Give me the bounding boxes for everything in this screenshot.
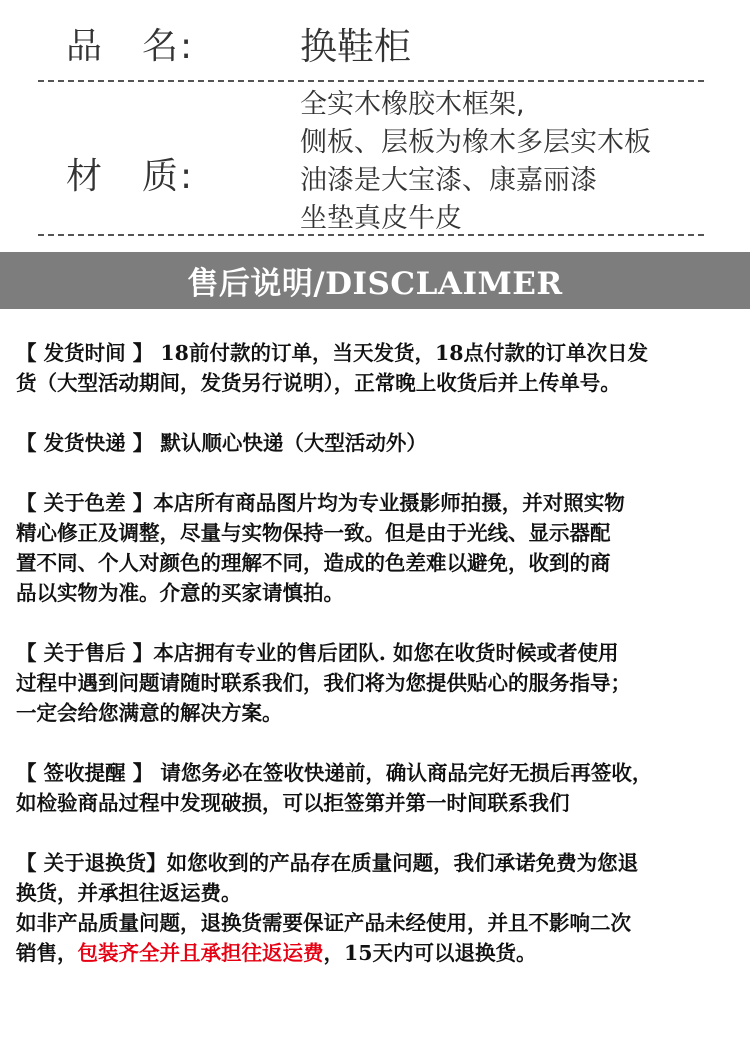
notice-line: 如非产品质量问题，退换货需要保证产品未经使用，并且不影响二次 <box>16 911 631 935</box>
notice-returns <box>16 848 748 968</box>
product-name: 换鞋柜 <box>300 25 411 68</box>
notice-courier <box>16 428 748 458</box>
notice-line: 货（大型活动期间，发货另行说明），正常晚上收货后并上传单号。 <box>16 371 621 395</box>
notice-line: 【 关于售后 】本店拥有专业的售后团队. 如您在收货时候或者使用 <box>16 641 619 665</box>
material-line: 侧板、层板为橡木多层实木板 <box>300 127 651 158</box>
divider-bottom <box>38 234 704 236</box>
notice-signing <box>16 758 748 818</box>
final-line-start: 销售， <box>16 941 78 965</box>
notice-line: 精心修正及调整，尽量与实物保持一致。但是由于光线、显示器配 <box>16 521 611 545</box>
notice-line: 【 签收提醒 】 请您务必在签收快递前，确认商品完好无损后再签收， <box>16 761 653 785</box>
notice-line: 【 发货快递 】 默认顺心快递（大型活动外） <box>16 431 427 455</box>
material-label: 材 质: <box>66 156 195 197</box>
banner-title: 售后说明/DISCLAIMER <box>187 266 563 302</box>
notice-color-difference <box>16 488 748 608</box>
material-line: 油漆是大宝漆、康嘉丽漆 <box>300 165 597 196</box>
notice-line: 品以实物为准。介意的买家请慎拍。 <box>16 581 344 605</box>
notice-line: 置不同、个人对颜色的理解不同，造成的色差难以避免，收到的商 <box>16 551 611 575</box>
notice-line: 【 关于退换货】如您收到的产品存在质量问题，我们承诺免费为您退 <box>16 851 639 875</box>
notice-line: 过程中遇到问题请随时联系我们，我们将为您提供贴心的服务指导； <box>16 671 631 695</box>
notice-after-sales <box>16 638 748 728</box>
highlight-text: 包装齐全并且承担往返运费 <box>77 941 324 965</box>
notice-line: 【 关于色差 】本店所有商品图片均为专业摄影师拍摄，并对照实物 <box>16 491 625 515</box>
disclaimer-banner <box>0 252 750 309</box>
notice-line: 【 发货时间 】 18前付款的订单，当天发货，18点付款的订单次日发 <box>16 341 648 365</box>
material-list <box>300 86 651 238</box>
final-line-end: ，15天内可以退换货。 <box>323 941 537 965</box>
notice-line: 换货，并承担往返运费。 <box>16 881 242 905</box>
material-line: 全实木橡胶木框架, <box>300 89 525 120</box>
name-label: 品 名: <box>66 26 195 67</box>
material-line: 坐垫真皮牛皮 <box>300 203 462 234</box>
notice-list <box>16 338 748 998</box>
notice-line: 如检验商品过程中发现破损，可以拒签第并第一时间联系我们 <box>16 791 570 815</box>
notice-shipping-time <box>16 338 748 398</box>
notice-line: 一定会给您满意的解决方案。 <box>16 701 283 725</box>
notice-line-final <box>16 938 748 968</box>
divider-top <box>38 80 704 82</box>
